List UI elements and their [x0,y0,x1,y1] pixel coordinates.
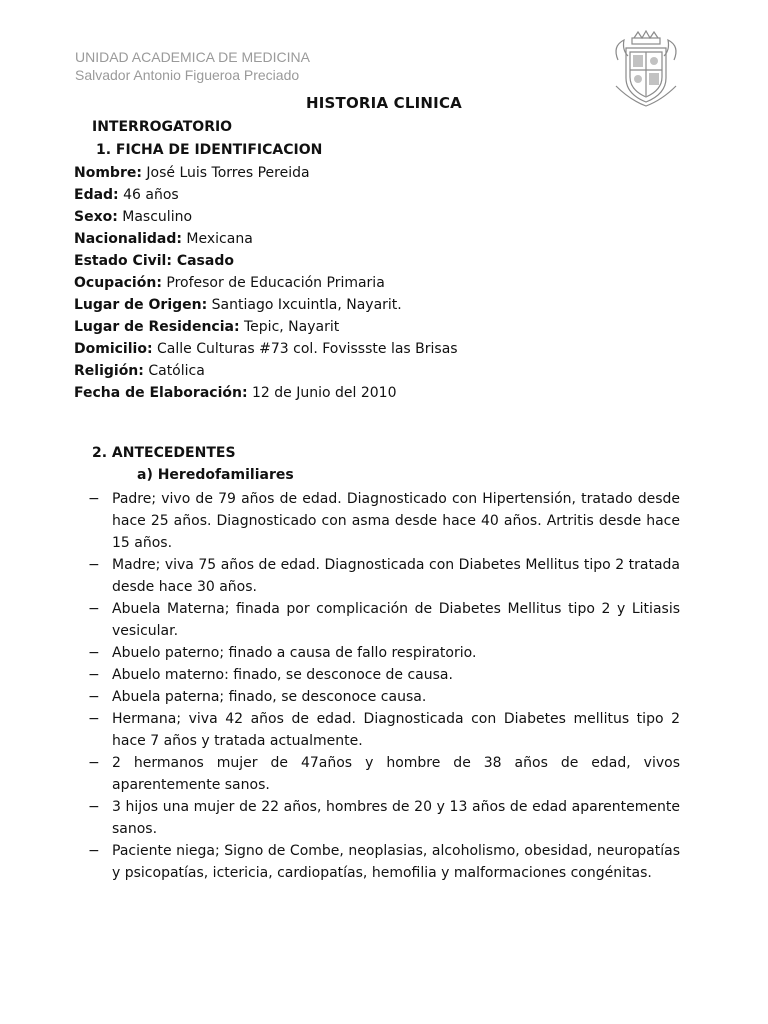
field-label: Nombre: [74,165,142,181]
dash-bullet: − [88,667,100,683]
field-label: Domicilio: [74,341,153,357]
field-value: Mexicana [181,231,253,247]
field-ocupacion [74,272,694,294]
field-label: Edad: [74,187,119,203]
list-item-text: 3 hijos una mujer de 22 años, hombres de 20 y 13 años de edad aparentemente sanos. [112,799,680,837]
list-item [88,642,680,664]
institution-name: UNIDAD ACADEMICA DE MEDICINA [75,49,310,65]
field-value: Católica [143,363,205,379]
section-interrogatorio: INTERROGATORIO [92,119,233,135]
field-label: Nacionalidad: [74,231,182,247]
field-value: Casado [171,253,234,269]
list-item [88,554,680,598]
author-name: Salvador Antonio Figueroa Preciado [75,67,300,83]
field-value: José Luis Torres Pereida [141,165,310,181]
list-item [88,796,680,840]
list-item-text: 2 hermanos mujer de 47años y hombre de 38 años de edad, vivos aparentemente sanos. [112,755,680,793]
field-domicilio [74,338,694,360]
dash-bullet: − [88,689,100,705]
list-item [88,686,680,708]
list-item-text: Abuela Materna; finada por complicación de Diabetes Mellitus tipo 2 y Litiasis vesicular. [112,601,680,639]
field-nacionalidad [74,228,694,250]
field-label: Lugar de Residencia: [74,319,240,335]
dash-bullet: − [88,557,100,573]
list-item [88,752,680,796]
list-item-text: Abuelo paterno; finado a causa de fallo respiratorio. [112,645,477,661]
identification-fields [74,162,694,404]
dash-bullet: − [88,755,100,771]
dash-bullet: − [88,645,100,661]
list-item [88,488,680,554]
field-value: Tepic, Nayarit [239,319,340,335]
list-item-text: Abuela paterna; finado, se desconoce causa. [112,689,427,705]
dash-bullet: − [88,799,100,815]
dash-bullet: − [88,491,100,507]
field-estado-civil [74,250,694,272]
field-value: Masculino [117,209,193,225]
section-antecedentes: 2. ANTECEDENTES [92,445,236,461]
list-item [88,708,680,752]
list-item-text: Padre; vivo de 79 años de edad. Diagnosticado con Hipertensión, tratado desde hace 25 años. Diagnosticado con asma desde hace 40 años. Artritis desde hace 15 años. [112,491,680,551]
section-ficha-identificacion: 1. FICHA DE IDENTIFICACION [96,142,323,158]
field-label: Estado Civil: [74,253,172,269]
field-fecha-elaboracion [74,382,694,404]
dash-bullet: − [88,843,100,859]
field-lugar-residencia [74,316,694,338]
field-label: Lugar de Origen: [74,297,208,313]
subsection-heredofamiliares: a) Heredofamiliares [137,467,294,483]
field-edad [74,184,694,206]
institution-header [75,48,310,84]
list-item-text: Paciente niega; Signo de Combe, neoplasias, alcoholismo, obesidad, neuropatías y psicopatías, ictericia, cardiopatías, hemofilia y malformaciones congénitas. [112,843,680,881]
list-item [88,840,680,884]
field-label: Religión: [74,363,144,379]
list-item-text: Hermana; viva 42 años de edad. Diagnosticada con Diabetes mellitus tipo 2 hace 7 años y tratada actualmente. [112,711,680,749]
dash-bullet: − [88,601,100,617]
list-item-text: Madre; viva 75 años de edad. Diagnosticada con Diabetes Mellitus tipo 2 tratada desde hace 30 años. [112,557,680,595]
field-religion [74,360,694,382]
list-item [88,598,680,642]
field-lugar-origen [74,294,694,316]
list-item-text: Abuelo materno: finado, se desconoce de causa. [112,667,453,683]
field-label: Sexo: [74,209,118,225]
field-nombre [74,162,694,184]
field-value: Calle Culturas #73 col. Fovissste las Brisas [152,341,458,357]
field-sexo [74,206,694,228]
document-title: HISTORIA CLINICA [306,94,462,112]
field-value: Santiago Ixcuintla, Nayarit. [207,297,402,313]
list-item [88,664,680,686]
field-value: Profesor de Educación Primaria [161,275,385,291]
field-label: Fecha de Elaboración: [74,385,248,401]
field-value: 12 de Junio del 2010 [247,385,397,401]
dash-bullet: − [88,711,100,727]
field-value: 46 años [118,187,179,203]
field-label: Ocupación: [74,275,162,291]
antecedentes-list [88,488,680,884]
